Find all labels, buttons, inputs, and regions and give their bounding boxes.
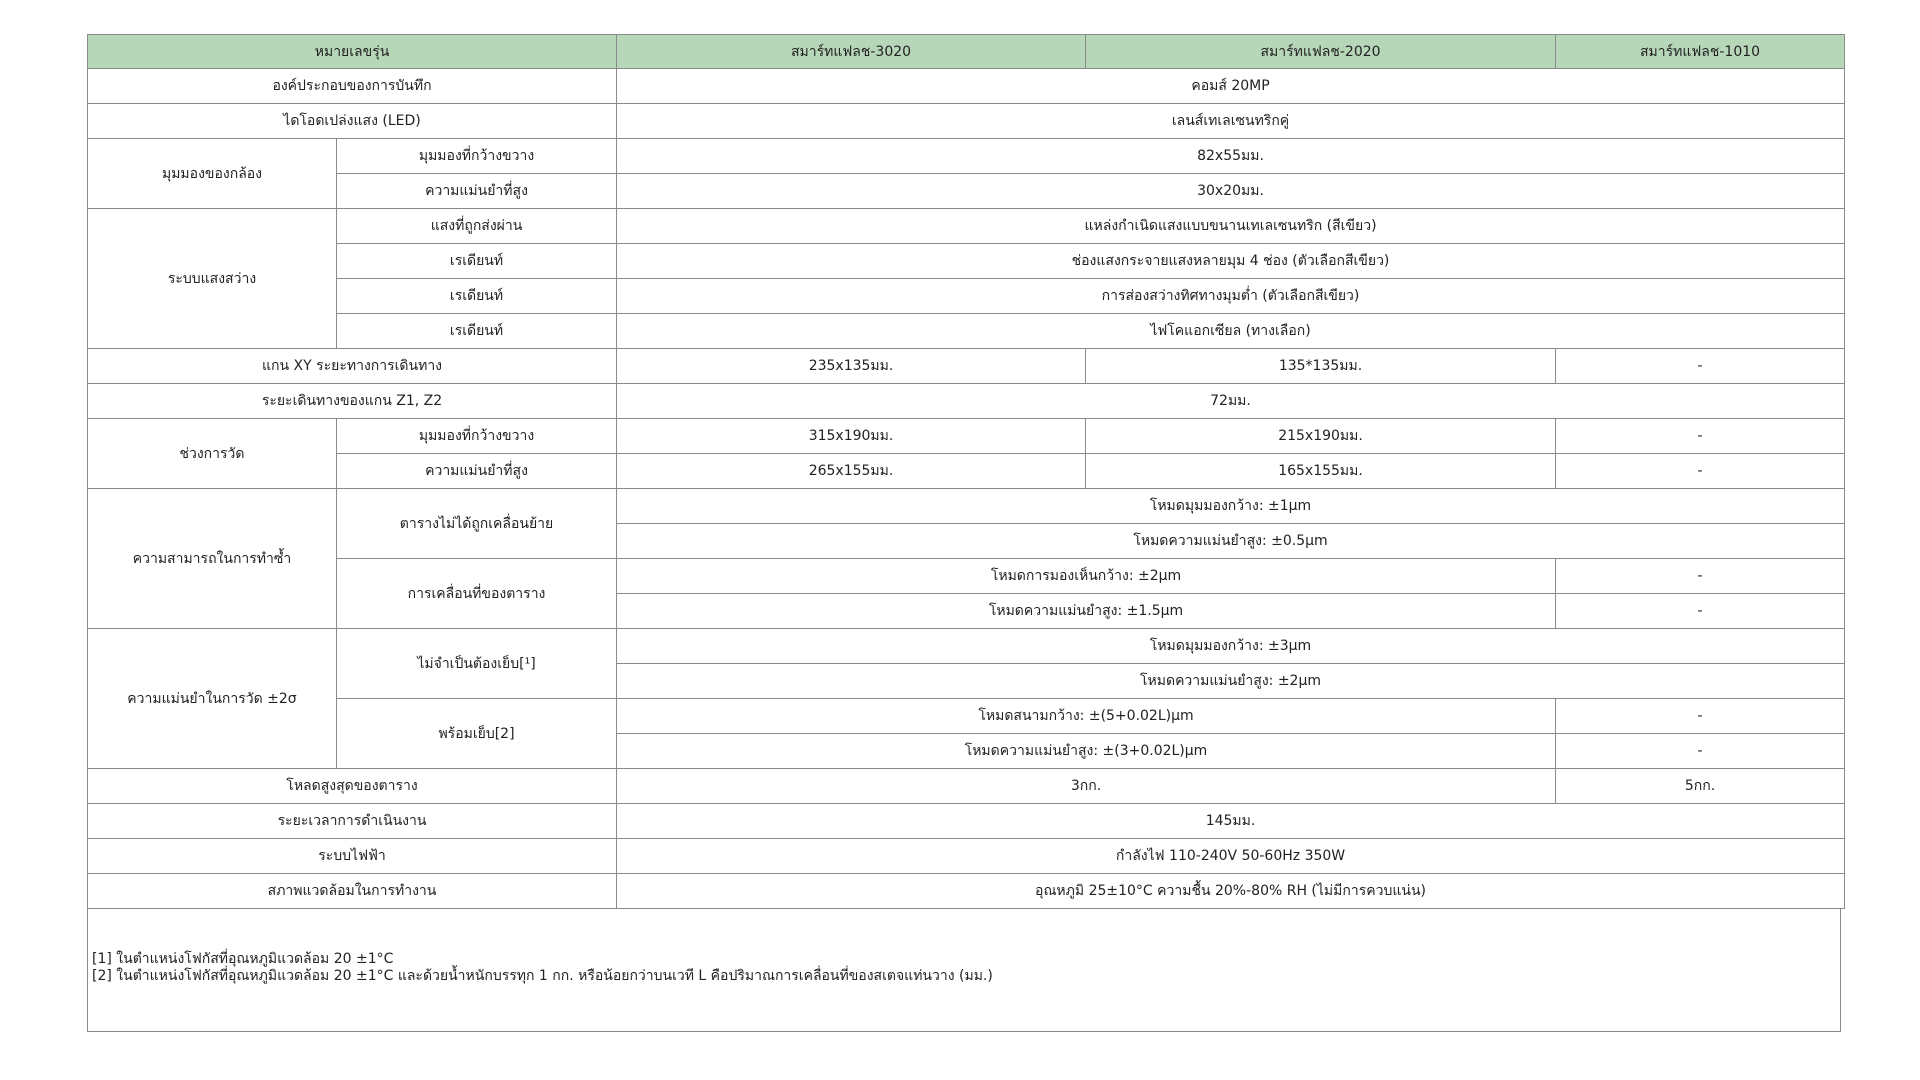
- value-3020: 315x190มม.: [617, 419, 1086, 454]
- value-3020-2020: 3กก.: [617, 769, 1556, 804]
- value-1010: -: [1556, 594, 1845, 629]
- row-value: โหมดสนามกว้าง: ±(5+0.02L)μm: [617, 699, 1556, 734]
- value-1010: -: [1556, 699, 1845, 734]
- row-label: ไดโอดเปล่งแสง (LED): [88, 104, 617, 139]
- sub-label: เรเดียนท์: [337, 279, 617, 314]
- row-value: โหมดความแม่นยำสูง: ±1.5μm: [617, 594, 1556, 629]
- table-row: [88, 279, 1845, 314]
- table-row: [88, 349, 1845, 384]
- table-row: [88, 384, 1845, 419]
- header-model-number: หมายเลขรุ่น: [88, 35, 617, 69]
- row-label: องค์ประกอบของการบันทึก: [88, 69, 617, 104]
- group-label: มุมมองของกล้อง: [88, 139, 337, 209]
- row-label: ระบบไฟฟ้า: [88, 839, 617, 874]
- row-value: โหมดมุมมองกว้าง: ±3μm: [617, 629, 1845, 664]
- group-label: ระบบแสงสว่าง: [88, 209, 337, 349]
- row-label: โหลดสูงสุดของตาราง: [88, 769, 617, 804]
- footnotes: [87, 909, 1841, 1032]
- sub-label: แสงที่ถูกส่งผ่าน: [337, 209, 617, 244]
- table-row: [88, 454, 1845, 489]
- table-row: [88, 314, 1845, 349]
- value-1010: -: [1556, 349, 1845, 384]
- row-value: แหล่งกำเนิดแสงแบบขนานเทเลเซนทริก (สีเขียว): [617, 209, 1845, 244]
- row-value: อุณหภูมิ 25±10°C ความชื้น 20%-80% RH (ไม่มีการควบแน่น): [617, 874, 1845, 909]
- table-row: [88, 69, 1845, 104]
- table-row: [88, 699, 1845, 734]
- header-model-3020: สมาร์ทแฟลช-3020: [617, 35, 1086, 69]
- table-row: [88, 139, 1845, 174]
- group-label: ช่วงการวัด: [88, 419, 337, 489]
- table-row: [88, 244, 1845, 279]
- row-label: ระยะเวลาการดำเนินงาน: [88, 804, 617, 839]
- group-label: ความแม่นยำในการวัด ±2σ: [88, 629, 337, 769]
- row-value: โหมดความแม่นยำสูง: ±2μm: [617, 664, 1845, 699]
- value-2020: 135*135มม.: [1086, 349, 1556, 384]
- table-row: [88, 174, 1845, 209]
- row-value: คอมส์ 20MP: [617, 69, 1845, 104]
- row-value: 82x55มม.: [617, 139, 1845, 174]
- row-label: สภาพแวดล้อมในการทำงาน: [88, 874, 617, 909]
- value-1010: -: [1556, 734, 1845, 769]
- row-value: ช่องแสงกระจายแสงหลายมุม 4 ช่อง (ตัวเลือกสีเขียว): [617, 244, 1845, 279]
- header-model-1010: สมาร์ทแฟลช-1010: [1556, 35, 1845, 69]
- table-row: [88, 559, 1845, 594]
- spec-table-container: [87, 34, 1844, 1032]
- header-row: [88, 35, 1845, 69]
- row-value: 145มม.: [617, 804, 1845, 839]
- row-value: กำลังไฟ 110-240V 50-60Hz 350W: [617, 839, 1845, 874]
- sub-label: พร้อมเย็บ[2]: [337, 699, 617, 769]
- sub-label: เรเดียนท์: [337, 244, 617, 279]
- row-label: แกน XY ระยะทางการเดินทาง: [88, 349, 617, 384]
- header-model-2020: สมาร์ทแฟลช-2020: [1086, 35, 1556, 69]
- value-1010: 5กก.: [1556, 769, 1845, 804]
- row-value: การส่องสว่างทิศทางมุมต่ำ (ตัวเลือกสีเขียว): [617, 279, 1845, 314]
- group-label: ความสามารถในการทำซ้ำ: [88, 489, 337, 629]
- sub-label: ตารางไม่ได้ถูกเคลื่อนย้าย: [337, 489, 617, 559]
- table-row: [88, 209, 1845, 244]
- sub-label: ความแม่นยำที่สูง: [337, 174, 617, 209]
- sub-label: มุมมองที่กว้างขวาง: [337, 139, 617, 174]
- footnote-1: [1] ในตำแหน่งโฟกัสที่อุณหภูมิแวดล้อม 20 ±1°C: [92, 951, 394, 967]
- table-row: [88, 629, 1845, 664]
- table-row: [88, 419, 1845, 454]
- footnote-2: [2] ในตำแหน่งโฟกัสที่อุณหภูมิแวดล้อม 20 ±1°C และด้วยน้ำหนักบรรทุก 1 กก. หรือน้อยกว่าบนเวที L คือปริมาณการเคลื่อนที่ของสเตจแท่นวาง (มม.): [92, 968, 993, 984]
- row-value: โหมดความแม่นยำสูง: ±(3+0.02L)μm: [617, 734, 1556, 769]
- value-2020: 215x190มม.: [1086, 419, 1556, 454]
- row-label: ระยะเดินทางของแกน Z1, Z2: [88, 384, 617, 419]
- value-3020: 235x135มม.: [617, 349, 1086, 384]
- table-row: [88, 104, 1845, 139]
- table-row: [88, 769, 1845, 804]
- sub-label: เรเดียนท์: [337, 314, 617, 349]
- sub-label: การเคลื่อนที่ของตาราง: [337, 559, 617, 629]
- row-value: โหมดความแม่นยำสูง: ±0.5μm: [617, 524, 1845, 559]
- row-value: โหมดมุมมองกว้าง: ±1μm: [617, 489, 1845, 524]
- spec-table: [87, 34, 1845, 909]
- table-row: [88, 804, 1845, 839]
- sub-label: ความแม่นยำที่สูง: [337, 454, 617, 489]
- table-row: [88, 874, 1845, 909]
- sub-label: มุมมองที่กว้างขวาง: [337, 419, 617, 454]
- table-row: [88, 489, 1845, 524]
- sub-label: ไม่จำเป็นต้องเย็บ[¹]: [337, 629, 617, 699]
- row-value: 72มม.: [617, 384, 1845, 419]
- value-2020: 165x155มม.: [1086, 454, 1556, 489]
- value-1010: -: [1556, 419, 1845, 454]
- row-value: เลนส์เทเลเซนทริกคู่: [617, 104, 1845, 139]
- row-value: ไฟโคแอกเซียล (ทางเลือก): [617, 314, 1845, 349]
- row-value: โหมดการมองเห็นกว้าง: ±2μm: [617, 559, 1556, 594]
- row-value: 30x20มม.: [617, 174, 1845, 209]
- value-3020: 265x155มม.: [617, 454, 1086, 489]
- value-1010: -: [1556, 454, 1845, 489]
- table-row: [88, 839, 1845, 874]
- value-1010: -: [1556, 559, 1845, 594]
